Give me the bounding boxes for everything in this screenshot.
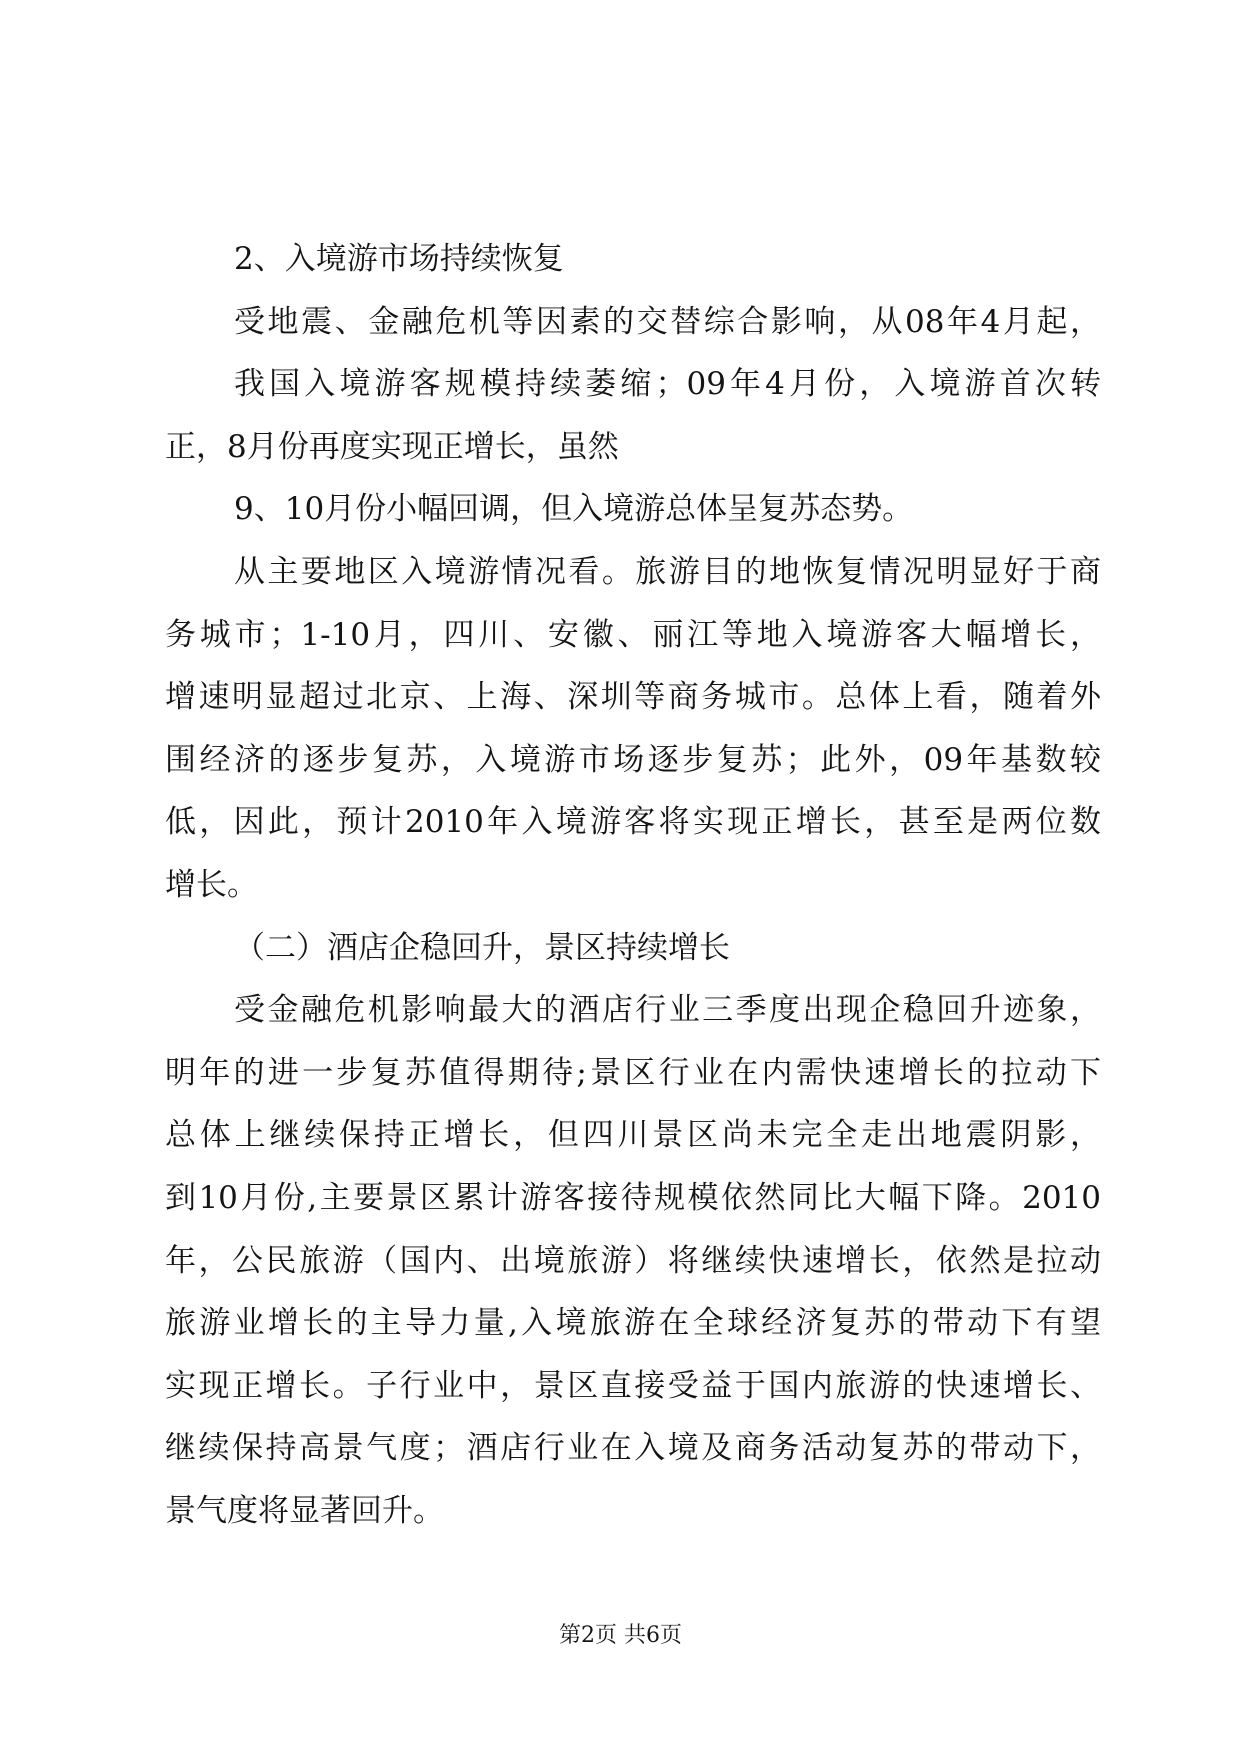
text-line: 年，公民旅游（国内、出境旅游）将继续快速增长，依然是拉动	[165, 1242, 1101, 1279]
text-line: 正，8月份再度实现正增长，虽然	[165, 428, 619, 465]
paragraph	[165, 979, 1101, 1542]
section-heading: （二）酒店企稳回升，景区持续增长	[234, 929, 730, 966]
paragraph	[165, 541, 1101, 917]
text-line: 务城市；1-10月，四川、安徽、丽江等地入境游客大幅增长，	[165, 616, 1101, 653]
text-line: 景气度将显著回升。	[165, 1492, 444, 1529]
text-line: 继续保持高景气度；酒店行业在入境及商务活动复苏的带动下，	[165, 1430, 1101, 1467]
section-heading: 2、入境游市场持续恢复	[234, 241, 564, 277]
text-line: 明年的进一步复苏值得期待;景区行业在内需快速增长的拉动下	[165, 1054, 1101, 1091]
text-line: 到10月份,主要景区累计游客接待规模依然同比大幅下降。2010	[165, 1179, 1101, 1216]
text-line: 我国入境游客规模持续萎缩；09年4月份，入境游首次转	[234, 366, 1101, 403]
document-body	[165, 228, 1101, 1542]
text-line: 总体上继续保持正增长，但四川景区尚未完全走出地震阴影，	[165, 1117, 1101, 1154]
text-line: 实现正增长。子行业中，景区直接受益于国内旅游的快速增长、	[165, 1367, 1101, 1404]
text-line: 旅游业增长的主导力量,入境旅游在全球经济复苏的带动下有望	[165, 1305, 1101, 1342]
paragraph	[165, 478, 1101, 541]
page-number-footer: 第2页 共6页	[559, 1623, 682, 1648]
text-line: 增速明显超过北京、上海、深圳等商务城市。总体上看，随着外	[165, 679, 1101, 716]
text-line: 低，因此，预计2010年入境游客将实现正增长，甚至是两位数	[165, 804, 1101, 841]
text-line: 受金融危机影响最大的酒店行业三季度出现企稳回升迹象，	[234, 992, 1101, 1029]
text-line: 从主要地区入境游情况看。旅游目的地恢复情况明显好于商	[234, 553, 1101, 590]
text-line: 受地震、金融危机等因素的交替综合影响，从08年4月起，	[234, 303, 1101, 340]
text-line: 增长。	[165, 866, 258, 903]
text-line: 围经济的逐步复苏，入境游市场逐步复苏；此外，09年基数较	[165, 741, 1101, 778]
paragraph	[165, 291, 1101, 479]
text-line: 9、10月份小幅回调，但入境游总体呈复苏态势。	[234, 491, 914, 528]
